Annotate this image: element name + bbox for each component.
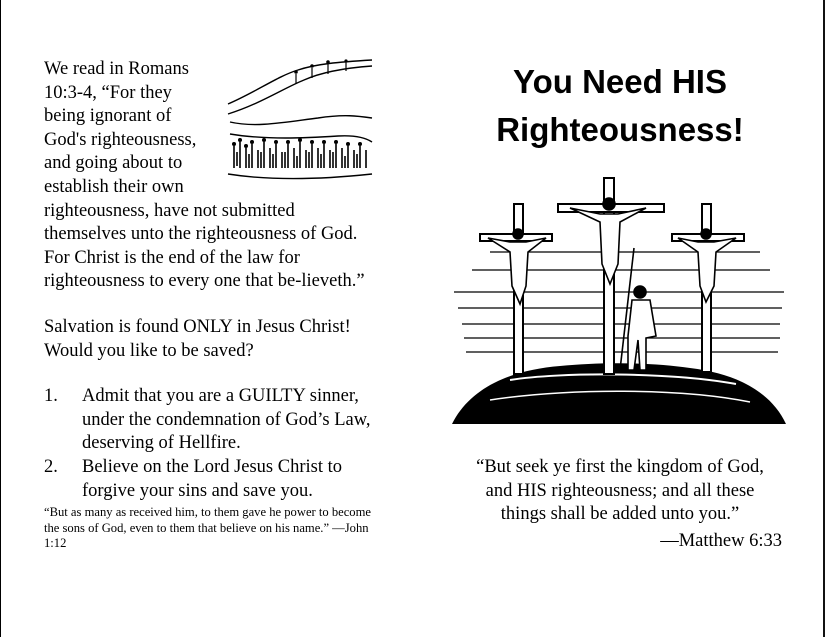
intro-line: 10:3-4, “For they — [44, 82, 172, 103]
intro-line: establish their own — [44, 176, 184, 197]
page-edge-left — [0, 0, 1, 637]
intro-line: God's righteousness, — [44, 129, 197, 150]
crucifixion-illustration — [450, 174, 788, 424]
quote-line: “But seek ye first the kingdom of God, — [476, 457, 764, 477]
step-text: Believe on the Lord Jesus Christ to forgive your sins and save you. — [82, 456, 342, 501]
intro-line: and going about to — [44, 153, 183, 174]
quote-line: things shall be added unto you.” — [500, 504, 740, 525]
list-item — [44, 385, 384, 456]
title-line: You Need HIS — [513, 63, 727, 100]
salvation-paragraph: Salvation is found ONLY in Jesus Christ! Would you like to be saved? — [44, 316, 351, 361]
page-title — [430, 58, 810, 154]
list-item — [44, 456, 384, 503]
steps-list — [44, 385, 384, 503]
footnote-john: “But as many as received him, to them gave he power to become the sons of God, even to them that believe on his name.” —John 1:12 — [44, 505, 371, 550]
title-line: Righteousness! — [496, 111, 744, 148]
step-text: Admit that you are a GUILTY sinner, under the condemnation of God’s Law, deserving of Hellfire. — [82, 386, 371, 454]
intro-line: We read in Romans — [44, 59, 189, 79]
quote-reference: —Matthew 6:33 — [660, 531, 782, 551]
step-number: 2. — [44, 456, 58, 477]
intro-paragraph-rest: righteousness, have not submitted themselves unto the righteousness of God. For Christ is the end of the law for righteousness to every one that be-lieveth.” — [44, 200, 365, 292]
crowd-road-illustration — [226, 58, 374, 182]
intro-line: being ignorant of — [44, 106, 172, 127]
step-number: 1. — [44, 386, 58, 407]
matthew-quote — [440, 456, 800, 527]
quote-line: and HIS righteousness; and all these — [485, 480, 755, 501]
